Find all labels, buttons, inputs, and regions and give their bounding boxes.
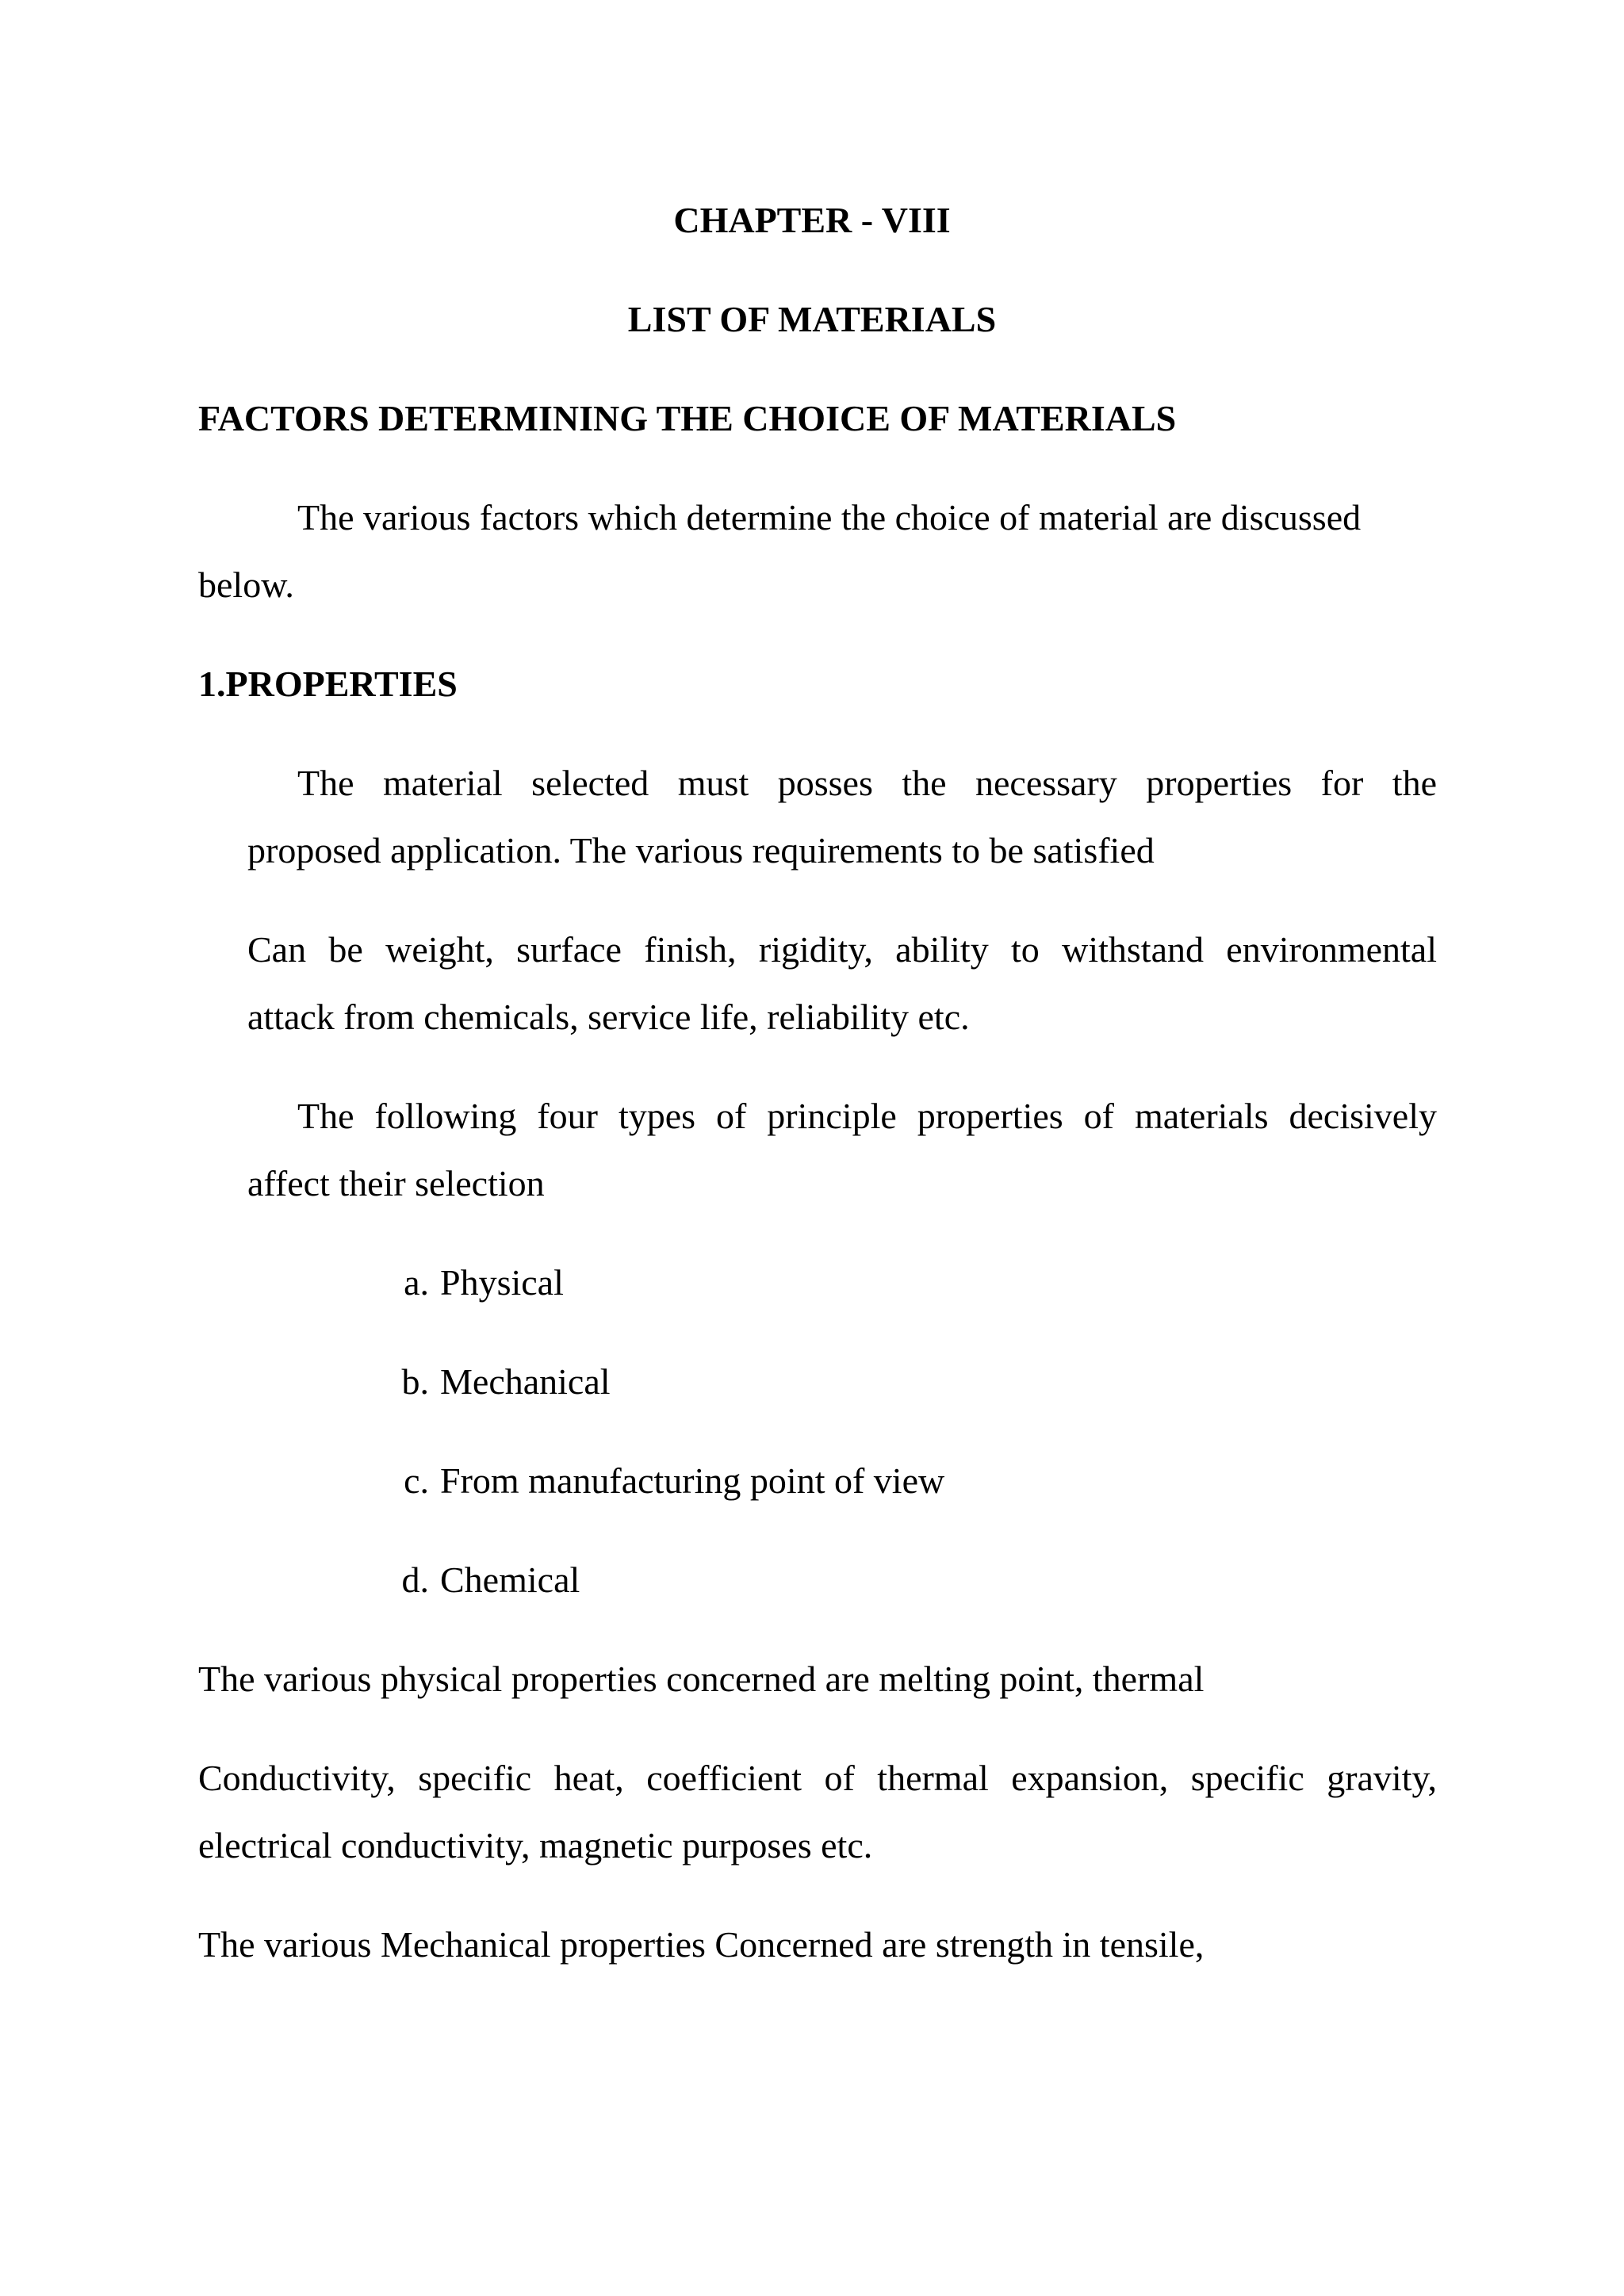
intro-line-1: The various factors which determine the choice of material are discussed bbox=[297, 497, 1362, 538]
list-item bbox=[380, 1459, 944, 1503]
section-title: FACTORS DETERMINING THE CHOICE OF MATERIALS bbox=[198, 398, 1177, 438]
list-item bbox=[380, 1558, 580, 1602]
list-item bbox=[380, 1261, 564, 1305]
paragraph-1-line-1: The material selected must posses the necessary properties for the bbox=[297, 763, 1437, 803]
paragraph-2-line-1: Can be weight, surface finish, rigidity, ability to withstand environmental bbox=[247, 929, 1437, 970]
paragraph-3-line-1: The following four types of principle properties of materials decisively bbox=[297, 1096, 1437, 1136]
chapter-heading: CHAPTER - VIII bbox=[673, 200, 951, 240]
conductivity-line-2: electrical conductivity, magnetic purposes etc. bbox=[198, 1825, 873, 1866]
list-marker: c. bbox=[404, 1460, 429, 1501]
list-marker: d. bbox=[401, 1559, 429, 1600]
list-item-text: Chemical bbox=[440, 1559, 580, 1600]
list-marker: a. bbox=[404, 1262, 429, 1303]
list-marker: b. bbox=[401, 1361, 429, 1402]
paragraph-3-line-2: affect their selection bbox=[247, 1163, 545, 1203]
paragraph-2-line-2: attack from chemicals, service life, reliability etc. bbox=[247, 997, 970, 1037]
list-item bbox=[380, 1360, 611, 1404]
physical-properties-line: The various physical properties concerned are melting point, thermal bbox=[198, 1659, 1205, 1699]
list-item-text: Mechanical bbox=[440, 1361, 611, 1402]
properties-title: 1.PROPERTIES bbox=[198, 664, 458, 704]
chapter-subheading: LIST OF MATERIALS bbox=[627, 299, 997, 339]
mechanical-properties-line: The various Mechanical properties Concerned are strength in tensile, bbox=[198, 1924, 1205, 1965]
list-item-text: Physical bbox=[440, 1262, 564, 1303]
paragraph-1-line-2: proposed application. The various requirements to be satisfied bbox=[247, 830, 1155, 871]
conductivity-line-1: Conductivity, specific heat, coefficient of thermal expansion, specific gravity, bbox=[198, 1758, 1437, 1798]
list-item-text: From manufacturing point of view bbox=[440, 1460, 945, 1501]
intro-line-2: below. bbox=[198, 564, 294, 605]
